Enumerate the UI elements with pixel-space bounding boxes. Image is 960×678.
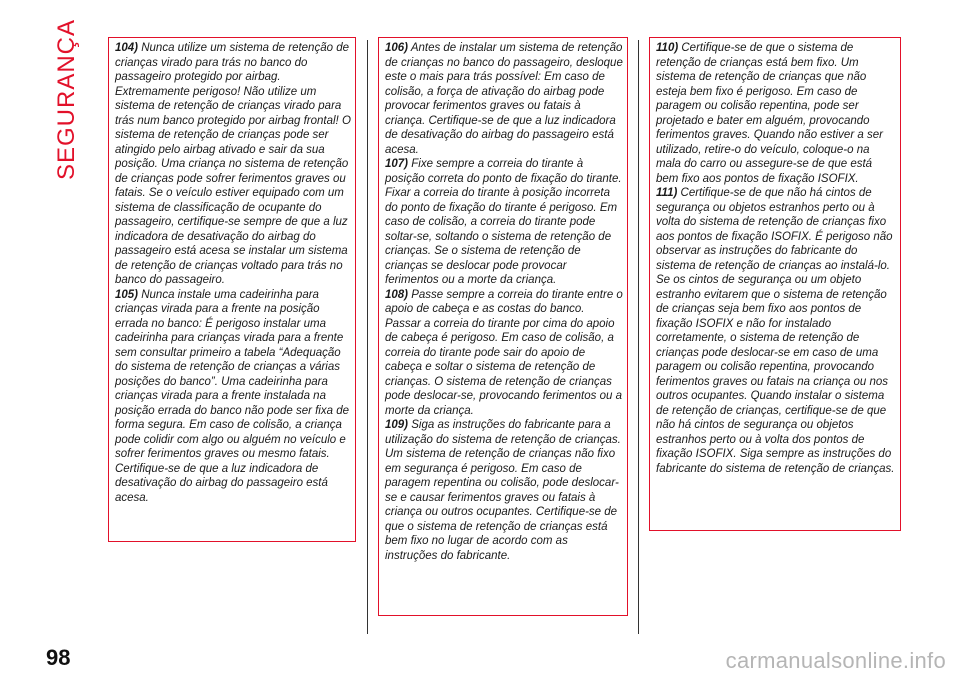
warning-box-2 [378,37,628,616]
note-number: 105) [115,288,139,301]
note-number: 104) [115,42,139,54]
note-number: 111) [656,187,678,199]
page-number: 98 [46,645,71,670]
column-divider [367,40,368,634]
note-number: 109) [385,419,409,431]
note-text: Passe sempre a correia do tirante entre o apoio de cabeça e as costas do banco. Passar a correia do tirante por cima do apoio de cabeça é perigoso. Em caso de colisão, a correia do tirante pode sair do apoio de cabeça e soltar o sistema de retenção de crianças. O sistema de retenção de crianças pode deslocar-se, provocando ferimentos ou a morte da criança. [385,288,623,417]
note-text: Certifique-se de que o sistema de retenção de crianças está bem fixo. Um sistema de retenção de crianças que não esteja bem fixo é perigoso. Em caso de paragem ou colisão repentina, pode ser projetado e bater em alguém, provocando ferimentos graves. Quando não estiver a ser utilizado, retire-o do veículo, coloque-o na mala do carro ou assegure-se de que está bem fixo aos pontos de fixação ISOFIX. [656,42,883,185]
note-number: 108) [385,288,409,301]
note-number: 110) [656,42,679,54]
note-number: 107) [385,158,409,170]
note-text: Nunca instale uma cadeirinha para crianças virada para a frente na posição errada no banco: É perigoso instalar uma cadeirinha para crianças virada para a frente sem consultar primeiro a tabela “Adequação do sistema de retenção de crianças a várias posições do banco”. Uma cadeirinha para crianças virada para a frente instalada na posição errada do banco não pode ser fixa de forma segura. Em caso de colisão, a criança pode colidir com algo ou alguém no veículo e sofrer ferimentos graves ou mesmo fatais. Certifique-se de que a luz indicadora de desativação do airbag do passageiro está acesa. [115,288,349,504]
note-110 [656,41,896,186]
note-108 [385,288,623,419]
note-text: Nunca utilize um sistema de retenção de crianças virado para trás no banco do passageiro protegido por airbag. Extremamente perigoso! Não utilize um sistema de retenção de crianças virado para trás num banco protegido por airbag frontal! O sistema de retenção de crianças pode ser atingido pelo airbag ativado e sair da sua posição. Uma criança no sistema de retenção de crianças pode sofrer ferimentos graves ou fatais. Se o veículo estiver equipado com um sistema de classificação de ocupante do passageiro, certifique-se sempre de que a luz indicadora de desativação do airbag do passageiro está acesa se instalar um sistema de retenção de crianças voltado para trás no banco do passageiro. [115,42,351,286]
note-number: 106) [385,42,409,54]
column-divider [638,40,639,634]
note-text: Siga as instruções do fabricante para a utilização do sistema de retenção de crianças. Um sistema de retenção de crianças não fixo em segurança é perigoso. Em caso de paragem repentina ou colisão, pode deslocar-se e causar ferimentos graves ou fatais à criança ou outros ocupantes. Certifique-se de que o sistema de retenção de crianças está bem fixo no lugar de acordo com as instruções do fabricante. [385,419,621,562]
note-text: Antes de instalar um sistema de retenção de crianças no banco do passageiro, desloque este o mais para trás possível: Em caso de colisão, a força de ativação do airbag pode provocar ferimentos graves ou fatais à criança. Certifique-se de que a luz indicadora de desativação do airbag do passageiro está acesa. [385,42,623,156]
note-text: Fixe sempre a correia do tirante à posição correta do ponto de fixação do tirante. Fixar a correia do tirante à posição incorreta do ponto de fixação do tirante é perigoso. Em caso de colisão, a correia do tirante pode soltar-se, soltando o sistema de retenção de crianças. Se o sistema de retenção de crianças se deslocar pode provocar ferimentos ou a morte da criança. [385,158,622,286]
note-106 [385,41,623,157]
warning-box-3 [649,37,901,531]
section-title: SEGURANÇA [53,18,80,180]
note-111 [656,186,896,476]
watermark: carmanualsonline.info [725,648,946,673]
note-107 [385,157,623,288]
note-text: Certifique-se de que não há cintos de segurança ou objetos estranhos perto ou à volta do sistema de retenção de crianças fixo aos pontos de fixação ISOFIX. É perigoso não observar as instruções do fabricante do sistema de retenção de crianças ao instalá-lo. Se os cintos de segurança ou um objeto estranho evitarem que o sistema de retenção de crianças seja bem fixo aos pontos de fixação ISOFIX e não for instalado corretamente, o sistema de retenção de crianças pode deslocar-se em caso de uma paragem ou colisão repentina, provocando ferimentos graves ou fatais na criança ou nos outros ocupantes. Quando instalar o sistema de retenção de crianças, certifique-se de que não há cintos de segurança ou objetos estranhos perto ou à volta dos pontos de fixação ISOFIX. Siga sempre as instruções do fabricante do sistema de retenção de crianças. [656,187,895,475]
note-104 [115,41,351,288]
note-109 [385,418,623,563]
note-105 [115,288,351,506]
warning-box-1 [108,37,356,542]
